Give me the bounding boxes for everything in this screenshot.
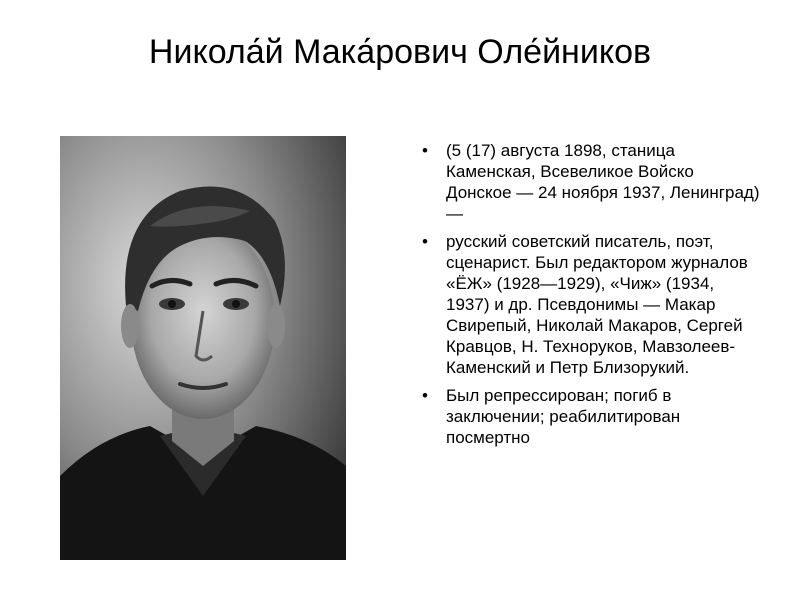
- bullet-icon: •: [422, 141, 428, 160]
- bullet-text: русский советский писатель, поэт, сценарист. Был редактором журналов «ЁЖ» (1928—1929), «Чиж» (1934, 1937) и др. Псевдонимы — Макар Свирепый, Николай Макаров, Сергей Кравцов, Н. Технoруков, Мавзолеев-Каменский и Петр Близорукий.: [446, 232, 748, 377]
- bullet-text: (5 (17) августа 1898, станица Каменская, Всевеликое Войско Донское — 24 ноября 1937, Ленинград) —: [446, 141, 760, 223]
- portrait-photo: [60, 136, 346, 560]
- bullet-icon: •: [422, 232, 428, 251]
- bullet-list: [414, 140, 762, 455]
- bullet-text: Был репрессирован; погиб в заключении; реабилитирован посмертно: [446, 386, 681, 447]
- slide-title: Никола́й Мака́рович Оле́йников: [148, 33, 652, 71]
- bullet-item: [414, 385, 762, 448]
- bullet-item: [414, 231, 762, 378]
- bullet-icon: •: [422, 386, 428, 405]
- bullet-item: [414, 140, 762, 224]
- portrait-photo-icon: [60, 136, 346, 560]
